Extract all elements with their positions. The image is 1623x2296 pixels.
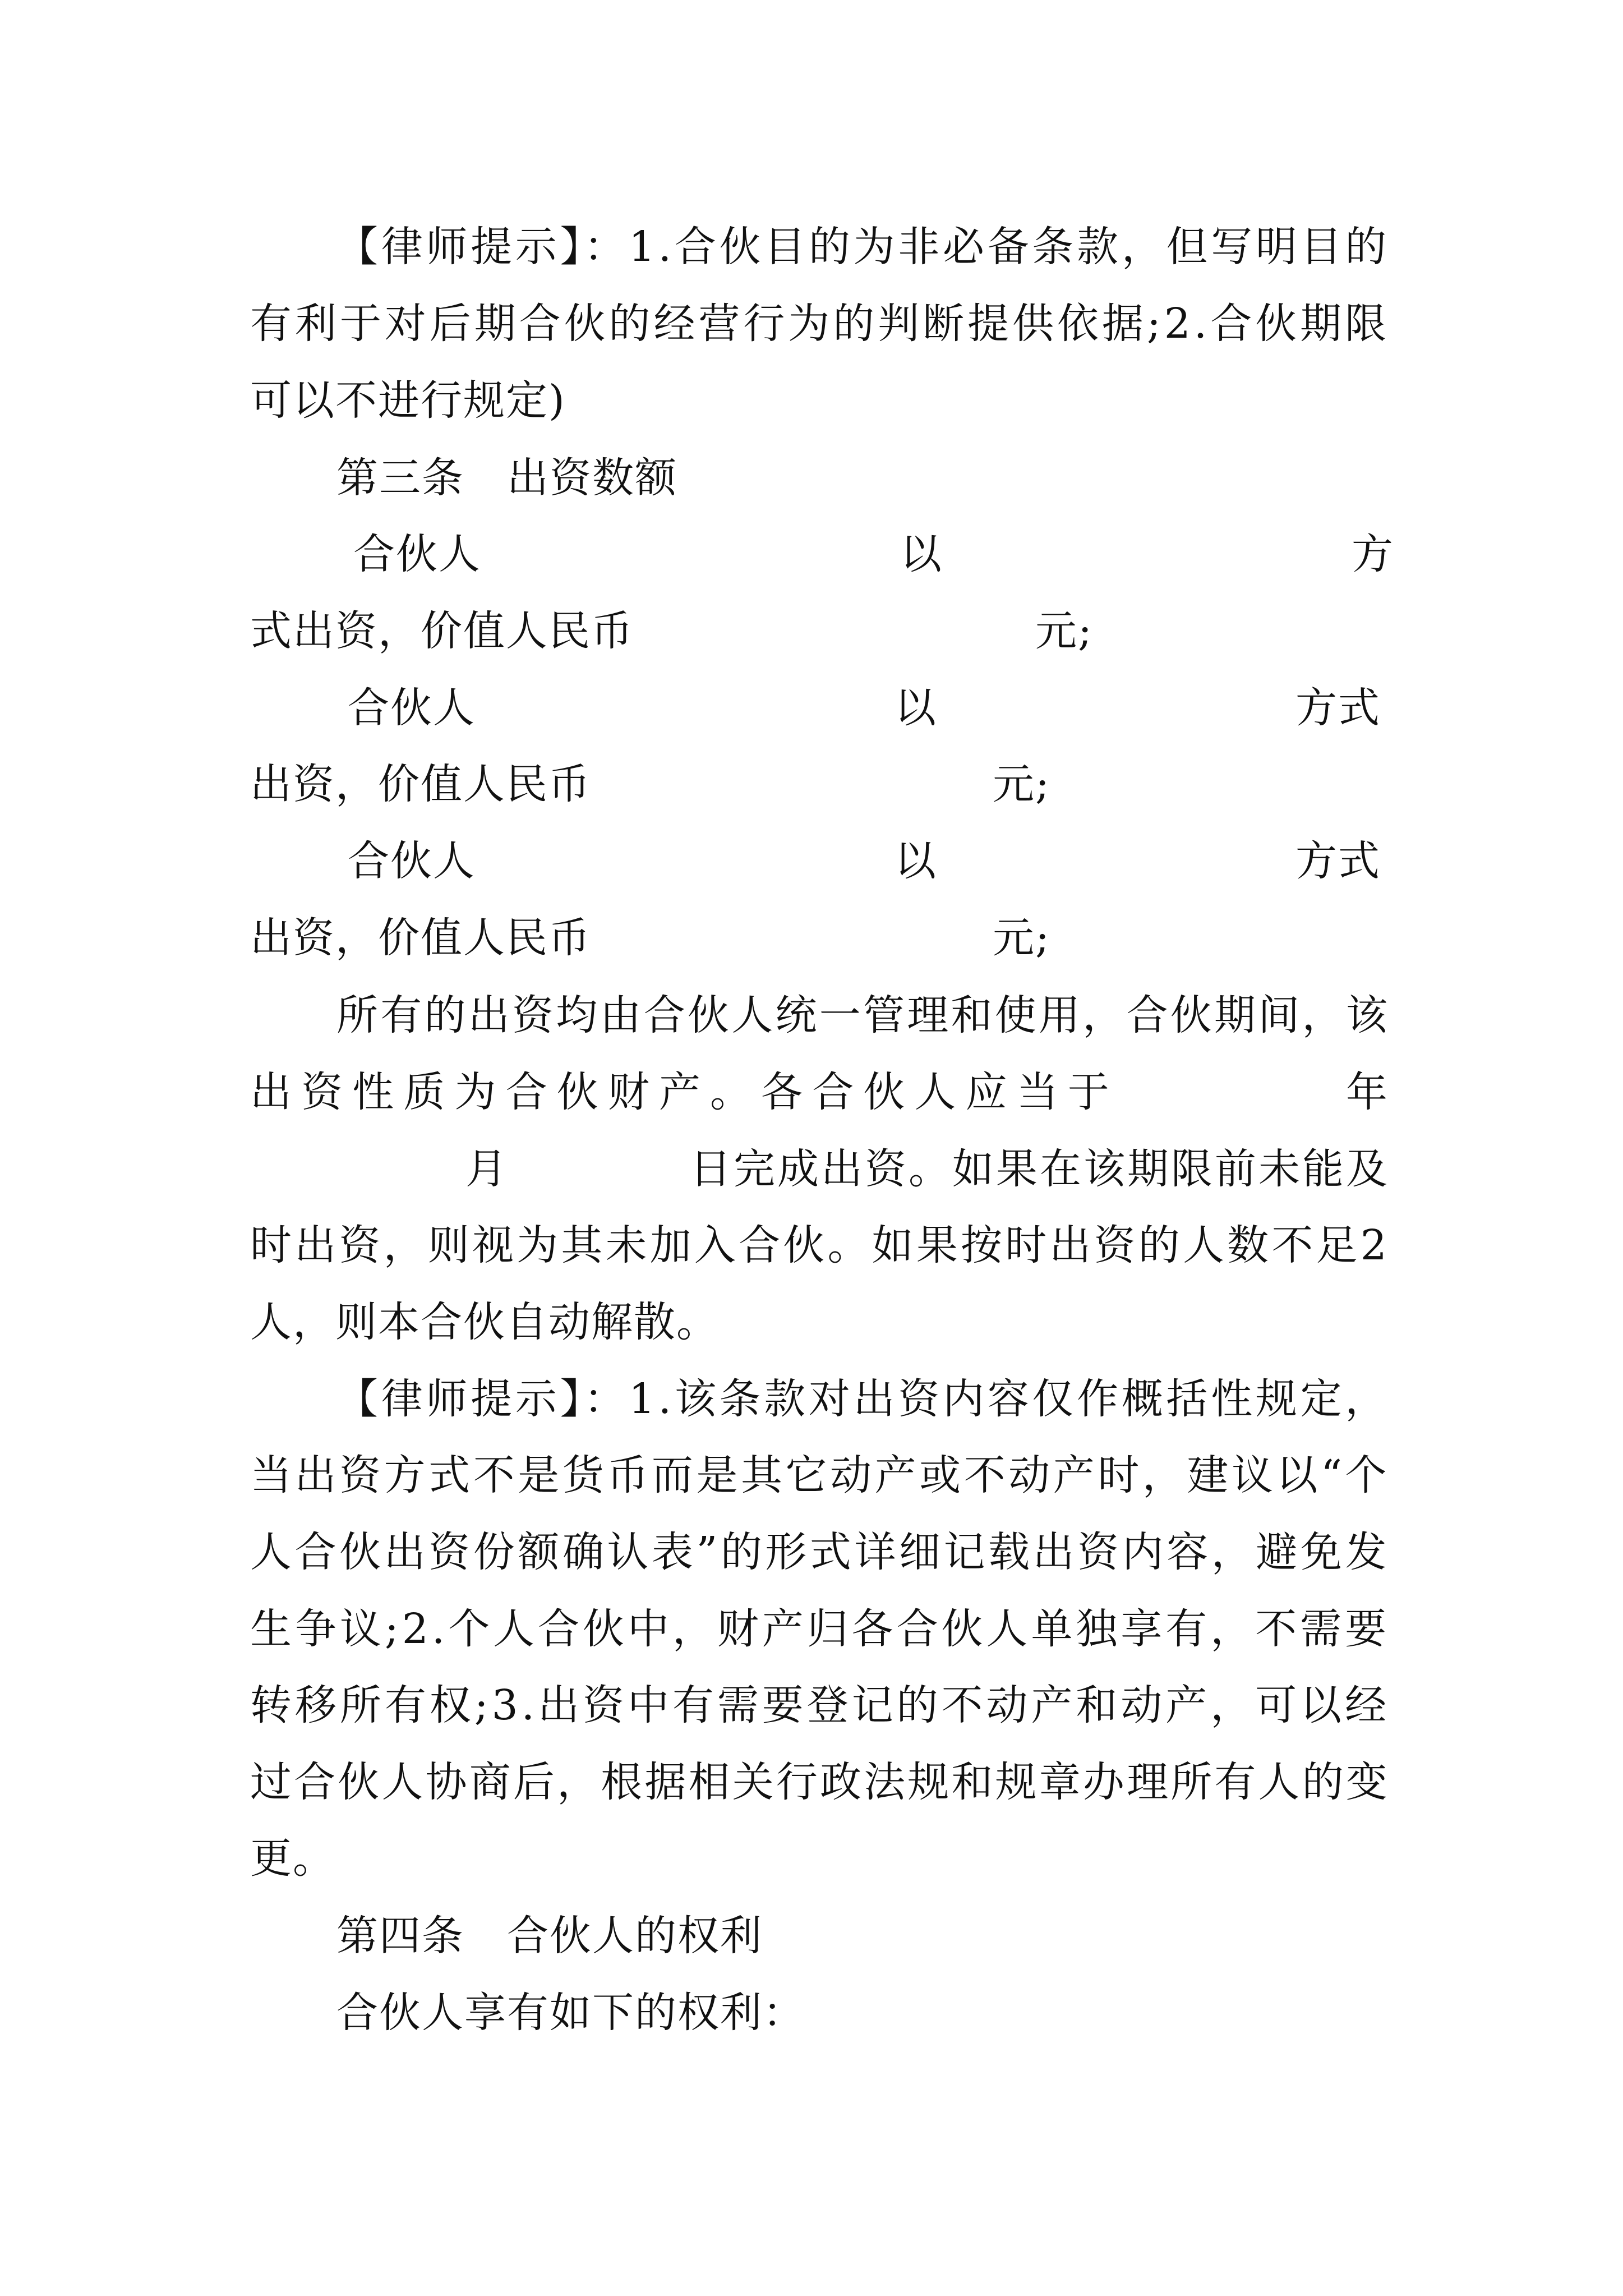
lawyer-tip-line-3: 可以不进行规定) [250, 376, 566, 425]
lawyer-tip-2-line-6: 过合伙人协商后，根据相关行政法规和规章办理所有人的变 [250, 1758, 1390, 1806]
partner-2-value-label: 出资，价值人民币 [250, 760, 591, 808]
contribution-month-label: 月 [465, 1145, 508, 1193]
contribution-para-line-2: 出资性质为合伙财产。各合伙人应当于 [250, 1068, 1119, 1116]
partner-3-label: 合伙人 [348, 837, 476, 885]
partner-1-yuan: 元; [1035, 607, 1093, 655]
lawyer-tip-2-line-2: 当出资方式不是货币而是其它动产或不动产时，建议以“个 [250, 1451, 1390, 1499]
partner-2-label: 合伙人 [348, 684, 476, 732]
lawyer-tip-2-line-3: 人合伙出资份额确认表”的形式详细记载出资内容，避免发 [250, 1528, 1390, 1576]
partner-2-yuan: 元; [993, 760, 1050, 808]
lawyer-tip-2-line-5: 转移所有权;3.出资中有需要登记的不动产和动产，可以经 [250, 1681, 1390, 1729]
lawyer-tip-line-2: 有利于对后期合伙的经营行为的判断提供依据;2.合伙期限 [250, 300, 1390, 348]
partner-2-by: 以 [895, 684, 937, 732]
lawyer-tip-line-1: 【律师提示】：1.合伙目的为非必备条款，但写明目的 [336, 223, 1390, 271]
partner-1-by: 以 [900, 530, 943, 578]
contribution-para-line-3: 日完成出资。如果在该期限前未能及 [690, 1145, 1390, 1193]
partner-1-label: 合伙人 [353, 530, 481, 578]
contribution-year-label: 年 [1346, 1068, 1389, 1116]
article-4-heading: 第四条 合伙人的权利 [336, 1912, 763, 1960]
lawyer-tip-2-line-4: 生争议;2.个人合伙中，财产归各合伙人单独享有，不需要 [250, 1605, 1390, 1653]
partner-3-by: 以 [895, 837, 937, 885]
lawyer-tip-2-line-1: 【律师提示】：1.该条款对出资内容仅作概括性规定， [336, 1375, 1390, 1423]
partner-3-method: 方式 [1295, 837, 1381, 885]
partner-1-method: 方 [1352, 530, 1394, 578]
partner-2-method: 方式 [1295, 684, 1381, 732]
partner-1-value-label: 式出资，价值人民币 [250, 607, 634, 655]
article-3-heading: 第三条 出资数额 [336, 454, 677, 502]
contribution-para-line-1: 所有的出资均由合伙人统一管理和使用，合伙期间，该 [336, 991, 1390, 1039]
partner-3-value-label: 出资，价值人民币 [250, 914, 591, 962]
contribution-para-line-5: 人，则本合伙自动解散。 [250, 1298, 719, 1346]
contribution-para-line-4: 时出资，则视为其未加入合伙。如果按时出资的人数不足2 [250, 1221, 1390, 1269]
article-4-intro: 合伙人享有如下的权利： [336, 1989, 805, 2037]
partner-3-yuan: 元; [993, 914, 1050, 962]
lawyer-tip-2-line-7: 更。 [250, 1834, 335, 1883]
